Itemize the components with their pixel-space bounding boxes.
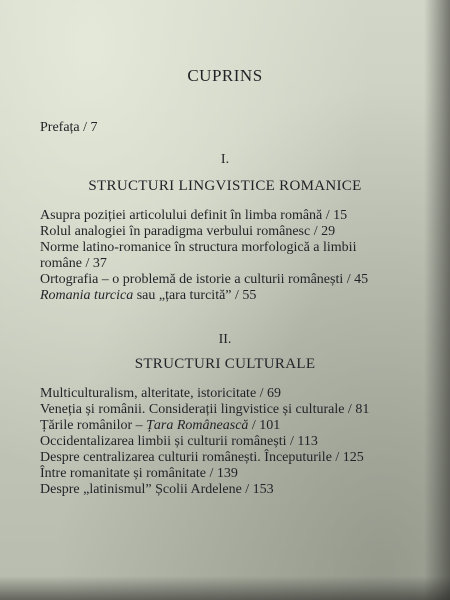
section-1-heading: STRUCTURI LINGVISTICE ROMANICE (88, 178, 362, 194)
toc-entry: Ortografia – o problemă de istorie a culturii românești / 45 (40, 272, 369, 287)
section-2-heading: STRUCTURI CULTURALE (134, 356, 316, 372)
section-2-numeral: II. (218, 332, 232, 347)
page-edge-shadow (424, 0, 450, 600)
toc-entry: române / 37 (40, 256, 107, 271)
page-bottom-shadow (0, 576, 450, 600)
toc-entry-italic-title: Romania turcica (40, 288, 134, 303)
section-1-numeral: I. (220, 152, 230, 167)
toc-entry: Veneția și românii. Considerații lingvistice și culturale / 81 (40, 402, 370, 417)
toc-entry-tarile-romanilor (40, 418, 280, 434)
toc-entry-after: / 101 (248, 418, 281, 433)
toc-entry: Norme latino-romanice în structura morfologică a limbii (40, 240, 357, 255)
toc-entry-rest: sau „țara turcită” / 55 (133, 288, 257, 303)
toc-entry: Occidentalizarea limbii și culturii românești / 113 (40, 434, 318, 449)
toc-entry: Între romanitate și românitate / 139 (40, 466, 238, 481)
toc-entry: Rolul analogiei în paradigma verbului românesc / 29 (40, 224, 336, 239)
toc-entry-italic-title: Țara Românească (146, 418, 249, 433)
toc-entry: Multiculturalism, alteritate, istoricitate / 69 (40, 386, 282, 401)
toc-entry: Asupra poziției articolului definit în limba română / 15 (40, 208, 348, 223)
toc-entry: Despre centralizarea culturii românești. Începuturile / 125 (40, 450, 364, 465)
toc-entry: Despre „latinismul” Școlii Ardelene / 153 (40, 482, 274, 497)
toc-entry-before: Țările românilor – (40, 418, 147, 433)
toc-entry-romania-turcica (40, 288, 256, 304)
contents-title: CUPRINS (187, 66, 263, 85)
preface-entry: Prefața / 7 (40, 120, 98, 135)
